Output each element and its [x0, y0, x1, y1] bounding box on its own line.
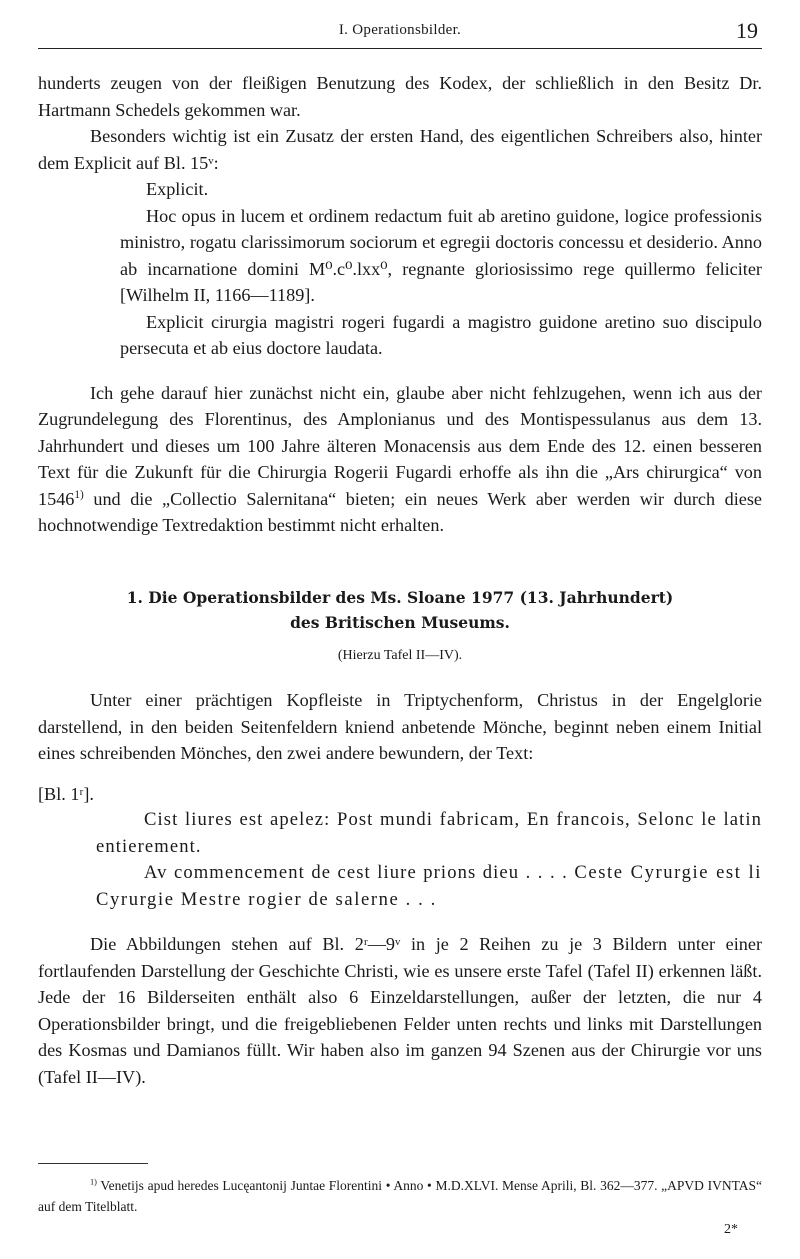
footnote-reference: 1) — [74, 488, 84, 501]
paragraph-3-continued: und die „Collectio Salernitana“ bieten; ein neues Werk aber werden wir durch diese hochnotwendige Textredaktion bestimmt nicht erhalten. — [38, 488, 762, 535]
quote-paragraph-1: Hoc opus in lucem et ordinem redactum fuit ab aretino guidone, logice professionis ministro, rogatu clarissimorum sociorum et egregii doctoris concessu et desiderio. Anno ab incarnatione domini M⁰.c⁰.lxx⁰, regnante gloriosissimo rege quillermo feliciter [Wilhelm II, 1166—1189]. — [120, 205, 762, 305]
french-paragraph-2 — [96, 860, 762, 913]
paragraph-4: Unter einer prächtigen Kopfleiste in Triptychenform, Christus in der Engelglorie darstellend, in den beiden Seitenfeldern kniend anbetende Mönche, beginnt neben einem Initial eines schreibenden Mönches, den zwei andere bewundern, der Text: — [38, 690, 762, 763]
running-head — [38, 18, 762, 49]
french-quotation — [38, 807, 762, 913]
footnote — [38, 1175, 762, 1217]
paragraph-3-text: Ich gehe darauf hier zunächst nicht ein, glaube aber nicht fehlzugehen, wenn ich aus der Zugrundelegung des Florentinus, des Amplonianus und des Montispessulanus aus dem 13. Jahrhundert und dieses um 100 Jahre älteren Monacensis aus dem Ende des 12. einen besseren Text für die Zukunft für die Chirurgia Rogerii Fugardi erhoffe als ihn die „Ars chirurgica“ von 1546 — [38, 382, 762, 509]
latin-quotation — [38, 176, 762, 362]
quote-paragraph-2: Explicit cirurgia magistri rogeri fugardi a magistro guidone aretino suo discipulo persecuta et ab eius doctore laudata. — [120, 311, 762, 358]
section-heading — [38, 585, 762, 635]
footnote-text: Venetijs apud heredes Lucęantonij Juntae Florentini • Anno • M.D.XLVI. Mense Aprili, Bl. 362—377. „APVD IVNTAS“ auf dem Titelblatt. — [38, 1178, 762, 1214]
body-text — [38, 70, 762, 1090]
section-heading-line-2: des Britischen Museums. — [290, 612, 510, 632]
page-number: 19 — [736, 18, 758, 43]
section-subheading: (Hierzu Tafel II—IV). — [337, 647, 463, 663]
footnote-mark: 1) — [90, 1177, 97, 1187]
quote-explicit: Explicit. — [146, 179, 209, 199]
paragraph-5: Die Abbildungen stehen auf Bl. 2ʳ—9ᵛ in je 2 Reihen zu je 3 Bildern unter einer fortlaufenden Darstellung der Geschichte Christi, wie es unsere erste Tafel (Tafel II) erkennen läßt. Jede der 16 Bilderseiten enthält also 6 Einzeldarstellungen, außer der letzten, die nur 4 Operationsbilder bringt, und die freigebliebenen Felder unten rechts und links mit Darstellungen des Kosmas und Damianos füllt. Wir haben also im ganzen 94 Szenen aus der Chirurgie vor uns (Tafel II—IV). — [38, 934, 762, 1087]
paragraph-1: hunderts zeugen von der fleißigen Benutzung des Kodex, der schließlich in den Besitz Dr. Hartmann Schedels gekommen war. — [38, 73, 762, 120]
paragraph-3 — [38, 380, 762, 539]
section-heading-line-1: 1. Die Operationsbilder des Ms. Sloane 1977 (13. Jahrhundert) — [126, 587, 674, 607]
footnote-rule — [38, 1163, 148, 1164]
french-paragraph-1: Cist liures est apelez: Post mundi fabricam, En francois, Selonc le latin entierement. — [96, 809, 762, 857]
paragraph-2: Besonders wichtig ist ein Zusatz der ersten Hand, des eigentlichen Schreibers also, hinter dem Explicit auf Bl. 15ᵛ: — [38, 126, 762, 173]
folio-citation: [Bl. 1ʳ]. — [38, 783, 94, 804]
french-paragraph-2-b: Ceste Cyrurgie est li Cyrurgie Mestre rogier de salerne . . . — [96, 862, 762, 910]
footnote-paragraph — [38, 1175, 762, 1217]
signature-mark: 2* — [724, 1222, 738, 1237]
french-paragraph-2-a: Av commencement de cest liure prions dieu . . . . — [144, 862, 575, 883]
running-head-title: I. Operationsbilder. — [338, 22, 462, 38]
